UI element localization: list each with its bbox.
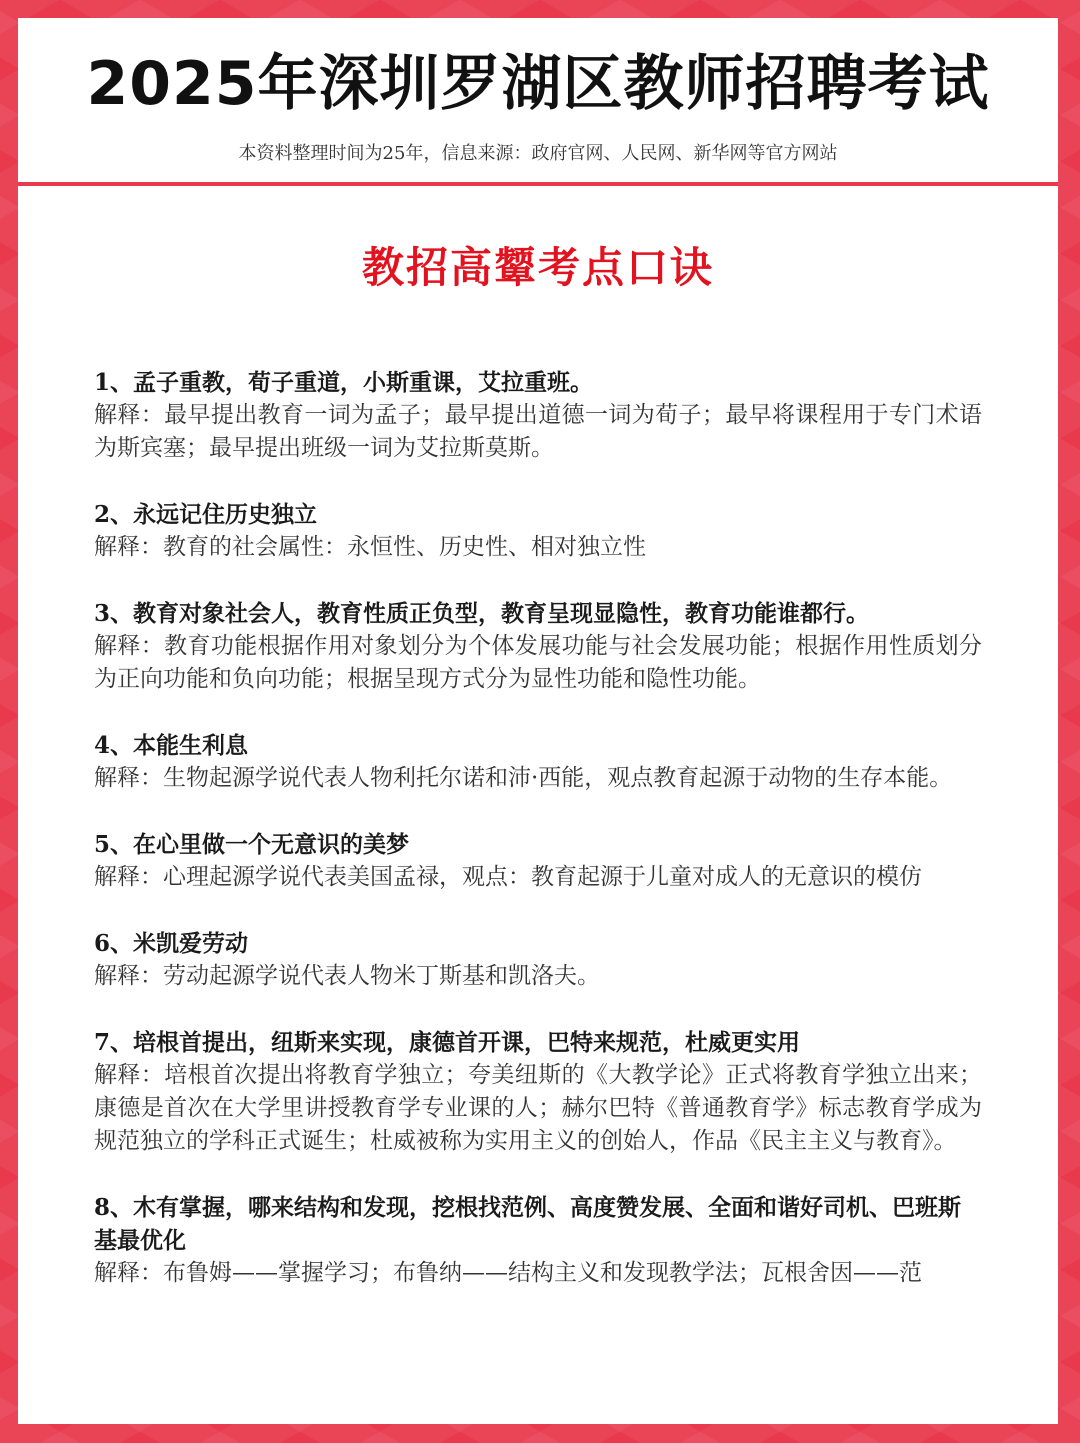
page-title: 2025年深圳罗湖区教师招聘考试 bbox=[86, 49, 990, 119]
item-explanation: 解释：培根首次提出将教育学独立；夸美纽斯的《大教学论》正式将教育学独立出来；康德是首次在大学里讲授教育学专业课的人；赫尔巴特《普通教育学》标志教育学成为规范独立的学科正式诞生；杜威被称为实用主义的创始人，作品《民主主义与教育》。 bbox=[94, 1062, 982, 1154]
list-item bbox=[94, 927, 982, 993]
item-title: 1、孟子重教，荀子重道，小斯重课，艾拉重班。 bbox=[94, 369, 594, 396]
item-title: 6、米凯爱劳动 bbox=[94, 930, 249, 957]
list-item bbox=[94, 1026, 982, 1158]
document-card bbox=[18, 18, 1058, 1424]
item-explanation: 解释：教育功能根据作用对象划分为个体发展功能与社会发展功能；根据作用性质划分为正向功能和负向功能；根据呈现方式分为显性功能和隐性功能。 bbox=[94, 633, 982, 692]
item-title: 7、培根首提出，纽斯来实现，康德首开课，巴特来规范，杜威更实用 bbox=[94, 1029, 801, 1056]
item-title: 2、永远记住历史独立 bbox=[94, 501, 318, 528]
item-explanation: 解释：生物起源学说代表人物利托尔诺和沛·西能，观点教育起源于动物的生存本能。 bbox=[94, 765, 953, 791]
list-item bbox=[94, 597, 982, 696]
list-item bbox=[94, 366, 982, 465]
item-explanation: 解释：劳动起源学说代表人物米丁斯基和凯洛夫。 bbox=[94, 963, 600, 989]
item-explanation: 解释：教育的社会属性：永恒性、历史性、相对独立性 bbox=[94, 534, 646, 560]
item-title: 8、木有掌握，哪来结构和发现，挖根找范例、高度赞发展、全面和谐好司机、巴班斯基最优化 bbox=[94, 1194, 962, 1254]
list-item bbox=[94, 1191, 982, 1290]
header bbox=[18, 18, 1058, 186]
section-title: 教招高颦考点口诀 bbox=[361, 243, 714, 292]
item-title: 5、在心里做一个无意识的美梦 bbox=[94, 831, 410, 858]
item-title: 4、本能生利息 bbox=[94, 732, 249, 759]
mnemonic-list bbox=[94, 366, 982, 1323]
item-explanation: 解释：最早提出教育一词为孟子；最早提出道德一词为荀子；最早将课程用于专门术语为斯宾塞；最早提出班级一词为艾拉斯莫斯。 bbox=[94, 402, 982, 461]
item-explanation: 解释：布鲁姆——掌握学习；布鲁纳——结构主义和发现教学法；瓦根舍因——范 bbox=[94, 1260, 922, 1286]
list-item bbox=[94, 498, 982, 564]
item-title: 3、教育对象社会人，教育性质正负型，教育呈现显隐性，教育功能谁都行。 bbox=[94, 600, 870, 627]
item-explanation: 解释：心理起源学说代表美国孟禄，观点：教育起源于儿童对成人的无意识的模仿 bbox=[94, 864, 922, 890]
source-note: 本资料整理时间为25年，信息来源：政府官网、人民网、新华网等官方网站 bbox=[238, 143, 838, 164]
list-item bbox=[94, 828, 982, 894]
list-item bbox=[94, 729, 982, 795]
